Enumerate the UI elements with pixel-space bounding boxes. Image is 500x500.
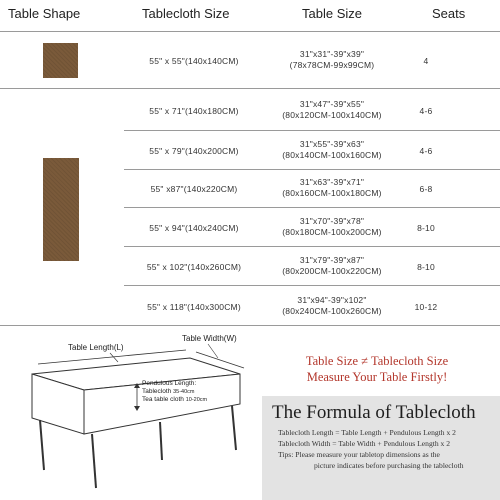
table-size-cm: (80x240CM-100x260CM): [282, 306, 382, 316]
tablecloth-size-cell: 55" x 71"(140x180CM): [149, 106, 239, 116]
table-length-label: Table Length(L): [68, 343, 124, 352]
header-table-shape: Table Shape: [8, 6, 81, 21]
table-size-inch: 31"x94"-39"x102": [297, 295, 367, 305]
table-size-cm: (80x120CM-100x140CM): [282, 110, 382, 120]
table-size-inch: 31"x47"-39"x55": [299, 99, 365, 109]
table-size-cm: (78x78CM-99x99CM): [289, 60, 375, 70]
tablecloth-size-cell: 55" x 55"(140x140CM): [149, 56, 239, 66]
tablecloth-size-cell: 55" x87"(140x220CM): [150, 184, 238, 194]
divider: [124, 207, 500, 208]
table-size-inch: 31"x70"-39"x78": [299, 216, 365, 226]
pendulous-title: Pendulous Length:: [142, 380, 197, 387]
warning-measure-note: Measure Your Table Firstly!: [306, 370, 448, 384]
table-size-cell: [262, 295, 402, 317]
table-size-cm: (80x140CM-100x160CM): [282, 150, 382, 160]
seats-cell: 8-10: [417, 262, 435, 272]
tablecloth-size-cell: 55" x 79"(140x200CM): [149, 146, 239, 156]
seats-cell: 8-10: [417, 223, 435, 233]
seats-cell: 10-12: [414, 302, 438, 312]
divider: [124, 246, 500, 247]
table-size-cm: (80x160CM-100x180CM): [282, 188, 382, 198]
square-table-swatch: [43, 43, 78, 78]
formula-tips: Tips: Please measure your tabletop dimensions as the: [278, 450, 440, 459]
formula-length: Tablecloth Length = Table Length + Pendulous Length x 2: [278, 428, 456, 437]
formula-tips-continued: picture indicates before purchasing the tablecloth: [314, 461, 464, 470]
table-size-cm: (80x200CM-100x220CM): [282, 266, 382, 276]
seats-cell: 4-6: [419, 106, 433, 116]
header-tablecloth-size: Tablecloth Size: [142, 6, 230, 21]
tablecloth-size-cell: 55" x 118"(140x300CM): [147, 302, 241, 312]
tablecloth-size-cell: 55" x 94"(140x240CM): [149, 223, 239, 233]
table-size-cm: (80x180CM-100x200CM): [282, 227, 382, 237]
table-size-cell: [262, 216, 402, 238]
header-seats: Seats: [432, 6, 466, 21]
pendulous-tablecloth-range: 35-40cm: [173, 389, 195, 395]
pendulous-length-note: [142, 380, 207, 404]
formula-box: [262, 396, 500, 500]
divider: [0, 325, 500, 326]
rectangle-table-swatch: [43, 158, 79, 261]
formula-width: Tablecloth Width = Table Width + Pendulous Length x 2: [278, 439, 451, 448]
table-size-inch: 31"x63"-39"x71": [299, 177, 365, 187]
table-width-label: Table Width(W): [182, 334, 237, 343]
table-size-inch: 31"x31"-39"x39": [299, 49, 365, 59]
divider: [0, 88, 500, 89]
table-size-cell: [262, 177, 402, 199]
table-size-cell: [262, 49, 402, 71]
table-illustration: [0, 330, 260, 500]
table-size-cell: [262, 255, 402, 277]
divider: [124, 285, 500, 286]
tablecloth-size-cell: 55" x 102"(140x260CM): [146, 262, 242, 272]
table-size-cell: [262, 99, 402, 121]
table-diagram: [0, 330, 260, 500]
seats-cell: 4-6: [419, 146, 433, 156]
table-header: [0, 0, 500, 30]
table-size-cell: [262, 139, 402, 161]
pendulous-tablecloth: Tablecloth: [142, 388, 172, 395]
divider: [0, 31, 500, 32]
table-size-inch: 31"x79"-39"x87": [299, 255, 365, 265]
table-size-inch: 31"x55"-39"x63": [299, 139, 365, 149]
divider: [124, 130, 500, 131]
seats-cell: 4: [423, 56, 429, 66]
warning-size-note: Table Size ≠ Tablecloth Size: [305, 354, 449, 368]
header-table-size: Table Size: [302, 6, 362, 21]
formula-title: The Formula of Tablecloth: [272, 402, 476, 423]
divider: [124, 169, 500, 170]
pendulous-tea: Tea table cloth: [142, 396, 184, 403]
pendulous-tea-range: 10-20cm: [185, 397, 208, 403]
seats-cell: 6-8: [419, 184, 433, 194]
